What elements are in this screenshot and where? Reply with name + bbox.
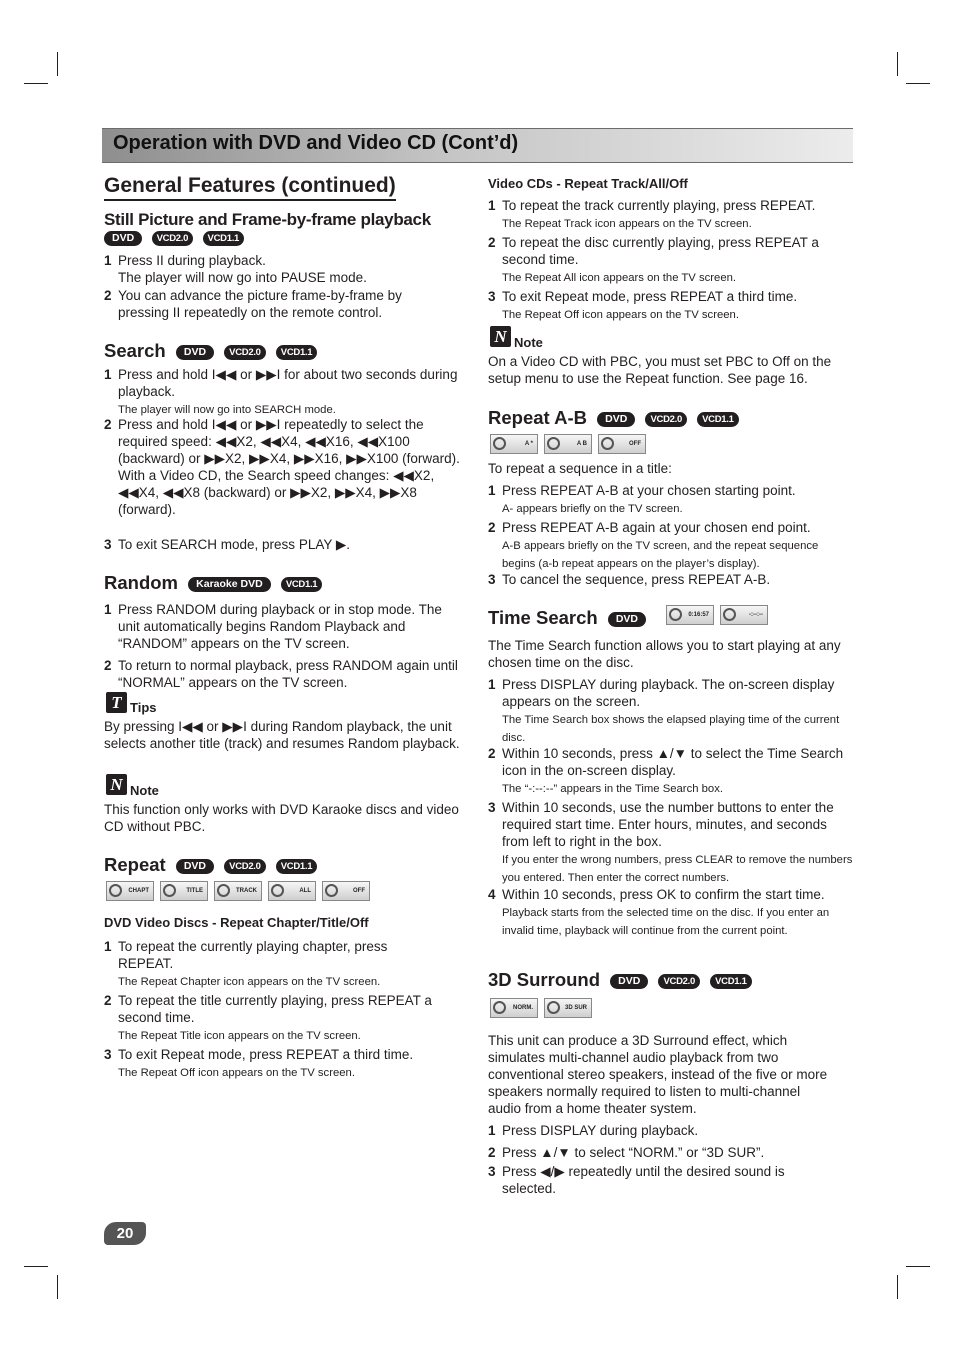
surround-heading: 3D Surround DVD VCD2.0 VCD1.1 xyxy=(488,969,752,991)
crop-mark xyxy=(24,83,48,84)
repeat-osd-icons xyxy=(106,881,370,901)
still-heading: Still Picture and Frame-by-frame playback xyxy=(104,210,431,229)
search-heading: Search DVD VCD2.0 VCD1.1 xyxy=(104,340,317,362)
repeat-ab-heading: Repeat A-B DVD VCD2.0 VCD1.1 xyxy=(488,407,739,429)
badge-dvd: DVD xyxy=(176,859,214,874)
repeat-title-icon: TITLE xyxy=(160,881,208,901)
crop-mark xyxy=(897,52,898,76)
crop-mark xyxy=(57,1275,58,1299)
note-label: Note xyxy=(514,335,543,350)
tips-label: Tips xyxy=(130,700,157,715)
badge-dvd: DVD xyxy=(597,412,635,427)
section-title: General Features (continued) xyxy=(104,174,396,201)
surround-osd-icons xyxy=(490,998,592,1018)
surround-norm-icon: NORM. xyxy=(490,998,538,1018)
badge-vcd20: VCD2.0 xyxy=(645,412,686,427)
repeat-heading: Repeat DVD VCD2.0 VCD1.1 xyxy=(104,854,317,876)
badge-vcd11: VCD1.1 xyxy=(276,859,317,874)
time-search-intro: The Time Search function allows you to start playing at any chosen time on the disc. xyxy=(488,638,841,670)
badge-vcd11: VCD1.1 xyxy=(203,231,244,246)
note-icon: N xyxy=(106,774,127,795)
time-search-osd-icons xyxy=(666,605,768,625)
badge-vcd11: VCD1.1 xyxy=(710,974,751,989)
crop-mark xyxy=(906,1266,930,1267)
crop-mark xyxy=(906,83,930,84)
repeat-ab-off-icon: OFF xyxy=(598,434,646,454)
badge-vcd20: VCD2.0 xyxy=(224,859,265,874)
note-label: Note xyxy=(130,783,159,798)
note-text: This function only works with DVD Karaoke discs and video CD without PBC. xyxy=(104,802,459,834)
page-header-banner xyxy=(102,128,853,163)
badge-dvd: DVD xyxy=(610,974,648,989)
badge-vcd11: VCD1.1 xyxy=(697,412,738,427)
page-header-title: Operation with DVD and Video CD (Cont’d) xyxy=(113,132,519,154)
note-icon: N xyxy=(490,326,511,347)
repeat-off-icon: OFF xyxy=(322,881,370,901)
crop-mark xyxy=(24,1266,48,1267)
tips-icon: T xyxy=(106,692,127,713)
badge-karaoke-dvd: Karaoke DVD xyxy=(188,577,271,592)
still-badges xyxy=(99,230,244,248)
repeat-a-icon: A * xyxy=(490,434,538,454)
tips-text: By pressing I◀◀ or ▶▶I during Random playback, the unit selects another title (track) and resumes Random playback. xyxy=(104,719,460,751)
repeat-ab-icon: A B xyxy=(544,434,592,454)
clock-icon: 0:16:57 xyxy=(666,605,714,625)
random-heading: Random Karaoke DVD VCD1.1 xyxy=(104,572,322,594)
repeat-ab-osd-icons xyxy=(490,434,646,454)
repeat-track-icon: TRACK xyxy=(214,881,262,901)
badge-dvd: DVD xyxy=(104,231,142,246)
badge-dvd: DVD xyxy=(608,612,646,627)
repeat-all-icon: ALL xyxy=(268,881,316,901)
crop-mark xyxy=(897,1275,898,1299)
repeat-chapter-icon: CHAPT xyxy=(106,881,154,901)
crop-mark xyxy=(57,52,58,76)
vcd-subheading: Video CDs - Repeat Track/All/Off xyxy=(488,176,688,191)
badge-vcd20: VCD2.0 xyxy=(224,345,265,360)
clock-icon: -:--:-- xyxy=(720,605,768,625)
time-search-heading: Time Search DVD xyxy=(488,607,646,629)
badge-dvd: DVD xyxy=(176,345,214,360)
badge-vcd11: VCD1.1 xyxy=(281,577,322,592)
repeat-ab-intro: To repeat a sequence in a title: xyxy=(488,461,672,476)
surround-intro: This unit can produce a 3D Surround effect, which simulates multi-channel audio playback from two conventional stereo speakers, instead of the five or more speakers normally required to listen to multi-channel audio from a home theater system. xyxy=(488,1033,828,1116)
badge-vcd20: VCD2.0 xyxy=(152,231,193,246)
page-number: 20 xyxy=(104,1222,146,1245)
badge-vcd11: VCD1.1 xyxy=(276,345,317,360)
vcd-note-text: On a Video CD with PBC, you must set PBC to Off on the setup menu to use the Repeat function. See page 16. xyxy=(488,354,832,386)
repeat-dvd-subheading: DVD Video Discs - Repeat Chapter/Title/Off xyxy=(104,915,369,930)
badge-vcd20: VCD2.0 xyxy=(658,974,699,989)
surround-3d-icon: 3D SUR xyxy=(544,998,592,1018)
